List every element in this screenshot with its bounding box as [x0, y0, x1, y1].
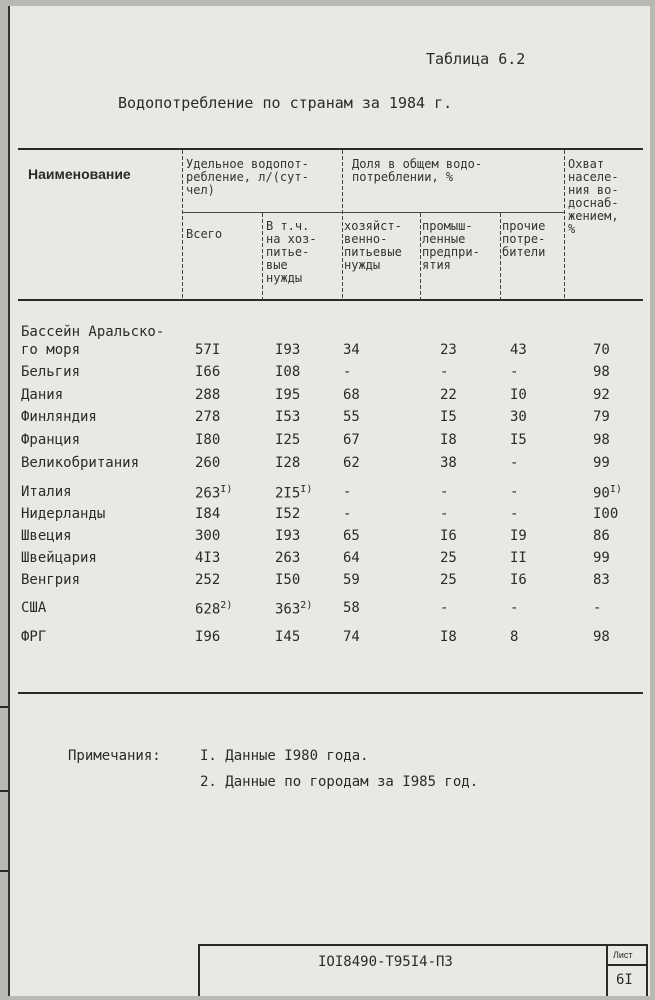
row-household: 68 [343, 387, 360, 403]
row-sewer [593, 484, 622, 502]
row-household: 64 [343, 550, 360, 566]
row-name: Финляндия [21, 409, 97, 425]
table-bottom-rule [18, 692, 643, 694]
row-other: 43 [510, 342, 527, 358]
row-household: 67 [343, 432, 360, 448]
row-domestic: I95 [275, 387, 301, 403]
row-total: 4I3 [195, 550, 221, 566]
row-household: - [343, 506, 352, 522]
row-domestic: I25 [275, 432, 301, 448]
footnote-mark: 2) [220, 600, 233, 611]
col-divider [500, 213, 501, 300]
row-household: 65 [343, 528, 360, 544]
header-industrial: промыш- ленные предпри- ятия [422, 219, 480, 272]
margin-mark [0, 790, 8, 792]
header-sewer: Охват населе- ния во- доснаб- жением, % [568, 157, 619, 236]
table-row [10, 324, 650, 360]
header-mid-rule-right [342, 212, 564, 213]
row-domestic: I93 [275, 342, 301, 358]
table-row [10, 528, 650, 546]
note-item: 2. Данные по городам за I985 год. [200, 774, 479, 790]
footnote-mark: I) [220, 484, 233, 495]
document-sheet [8, 6, 650, 996]
row-industrial: - [440, 506, 449, 522]
row-name: США [21, 600, 47, 616]
row-sewer: 70 [593, 342, 610, 358]
row-household: 58 [343, 600, 360, 616]
row-industrial: I8 [440, 629, 457, 645]
row-total: I84 [195, 506, 221, 522]
col-divider [262, 213, 263, 300]
row-name: ФРГ [21, 629, 47, 645]
table-row [10, 387, 650, 405]
table-row [10, 629, 650, 647]
row-domestic-value: 2I5 [275, 485, 301, 502]
row-name: Дания [21, 387, 64, 403]
footnote-mark: 2) [300, 600, 313, 611]
header-household: хозяйст- венно- питьевые нужды [344, 219, 402, 272]
row-total [195, 600, 232, 618]
row-sewer: 83 [593, 572, 610, 588]
row-other: 30 [510, 409, 527, 425]
row-industrial: - [440, 364, 449, 380]
row-domestic [275, 484, 312, 502]
sheet-number: 6I [616, 972, 633, 988]
row-household: - [343, 484, 352, 500]
table-label: Таблица 6.2 [426, 50, 526, 68]
row-total [195, 484, 232, 502]
row-other: 8 [510, 629, 519, 645]
row-total: 278 [195, 409, 221, 425]
note-item: I. Данные I980 года. [200, 748, 369, 764]
row-sewer: 92 [593, 387, 610, 403]
row-total: I66 [195, 364, 221, 380]
row-other: II [510, 550, 527, 566]
col-divider [420, 213, 421, 300]
row-total: I80 [195, 432, 221, 448]
row-total: 260 [195, 455, 221, 471]
row-domestic: I93 [275, 528, 301, 544]
row-sewer: 98 [593, 364, 610, 380]
header-specific: Удельное водопот- ребление, л/(сут- чел) [186, 157, 309, 197]
table-title: Водопотребление по странам за 1984 г. [118, 94, 453, 112]
row-total: 288 [195, 387, 221, 403]
row-other: - [510, 455, 519, 471]
row-sewer: 98 [593, 432, 610, 448]
row-other: - [510, 484, 519, 500]
row-household: - [343, 364, 352, 380]
row-household: 59 [343, 572, 360, 588]
table-row [10, 364, 650, 382]
table-row [10, 432, 650, 450]
sheet-label: Лист [613, 950, 633, 960]
col-divider [564, 150, 565, 300]
margin-mark [0, 706, 8, 708]
row-industrial: 25 [440, 550, 457, 566]
row-household: 55 [343, 409, 360, 425]
row-industrial: I6 [440, 528, 457, 544]
row-industrial: I8 [440, 432, 457, 448]
row-industrial: 25 [440, 572, 457, 588]
row-name: Швеция [21, 528, 72, 544]
table-row [10, 455, 650, 473]
row-name: Италия [21, 484, 72, 500]
header-share: Доля в общем водо- потреблении, % [352, 157, 483, 184]
row-industrial: - [440, 600, 449, 616]
row-other: I0 [510, 387, 527, 403]
row-sewer: 99 [593, 455, 610, 471]
row-sewer: I00 [593, 506, 619, 522]
row-name-continued: го моря [21, 342, 81, 358]
margin-mark [0, 870, 8, 872]
row-domestic: 263 [275, 550, 301, 566]
header-domestic: В т.ч. на хоз- питье- вые нужды [266, 219, 317, 285]
row-domestic-value: 363 [275, 601, 301, 618]
row-industrial: - [440, 484, 449, 500]
row-sewer: 79 [593, 409, 610, 425]
row-total-value: 263 [195, 485, 221, 502]
row-sewer: 86 [593, 528, 610, 544]
row-total-value: 628 [195, 601, 221, 618]
row-industrial: I5 [440, 409, 457, 425]
notes-label: Примечания: [68, 748, 161, 764]
row-domestic: I53 [275, 409, 301, 425]
row-domestic: I50 [275, 572, 301, 588]
row-domestic: I45 [275, 629, 301, 645]
row-domestic: I28 [275, 455, 301, 471]
row-sewer: - [593, 600, 602, 616]
header-other: прочие потре- бители [502, 219, 546, 259]
row-total: 300 [195, 528, 221, 544]
row-other: - [510, 364, 519, 380]
row-household: 62 [343, 455, 360, 471]
row-name: Великобритания [21, 455, 140, 471]
row-industrial: 22 [440, 387, 457, 403]
stamp-frame [198, 944, 608, 996]
row-domestic: I08 [275, 364, 301, 380]
row-domestic: I52 [275, 506, 301, 522]
header-total: Всего [186, 227, 223, 241]
sheet-label-rule [606, 964, 646, 966]
row-household: 74 [343, 629, 360, 645]
row-other: - [510, 600, 519, 616]
table-row [10, 550, 650, 568]
row-name: Бельгия [21, 364, 81, 380]
row-other: - [510, 506, 519, 522]
row-name: Венгрия [21, 572, 81, 588]
row-sewer-value: 90 [593, 485, 610, 502]
row-name: Бассейн Аральско- [21, 324, 165, 340]
row-sewer: 98 [593, 629, 610, 645]
header-name: Наименование [28, 166, 131, 182]
table-row [10, 572, 650, 590]
table-row [10, 600, 650, 618]
row-industrial: 23 [440, 342, 457, 358]
row-name: Швейцария [21, 550, 97, 566]
row-household: 34 [343, 342, 360, 358]
row-total: I96 [195, 629, 221, 645]
row-industrial: 38 [440, 455, 457, 471]
footnote-mark: I) [300, 484, 313, 495]
table-row [10, 506, 650, 524]
header-bottom-rule [18, 299, 643, 301]
col-divider [182, 150, 183, 300]
table-row [10, 409, 650, 427]
table-top-rule [18, 148, 643, 150]
row-total: 252 [195, 572, 221, 588]
table-row [10, 484, 650, 502]
row-other: I6 [510, 572, 527, 588]
row-total: 57I [195, 342, 221, 358]
row-name: Франция [21, 432, 81, 448]
footnote-mark: I) [609, 484, 622, 495]
col-divider [342, 150, 343, 300]
row-sewer: 99 [593, 550, 610, 566]
document-code: IOI8490-Т95I4-ПЗ [318, 954, 453, 970]
row-name: Нидерланды [21, 506, 106, 522]
row-other: I9 [510, 528, 527, 544]
row-other: I5 [510, 432, 527, 448]
row-domestic [275, 600, 312, 618]
